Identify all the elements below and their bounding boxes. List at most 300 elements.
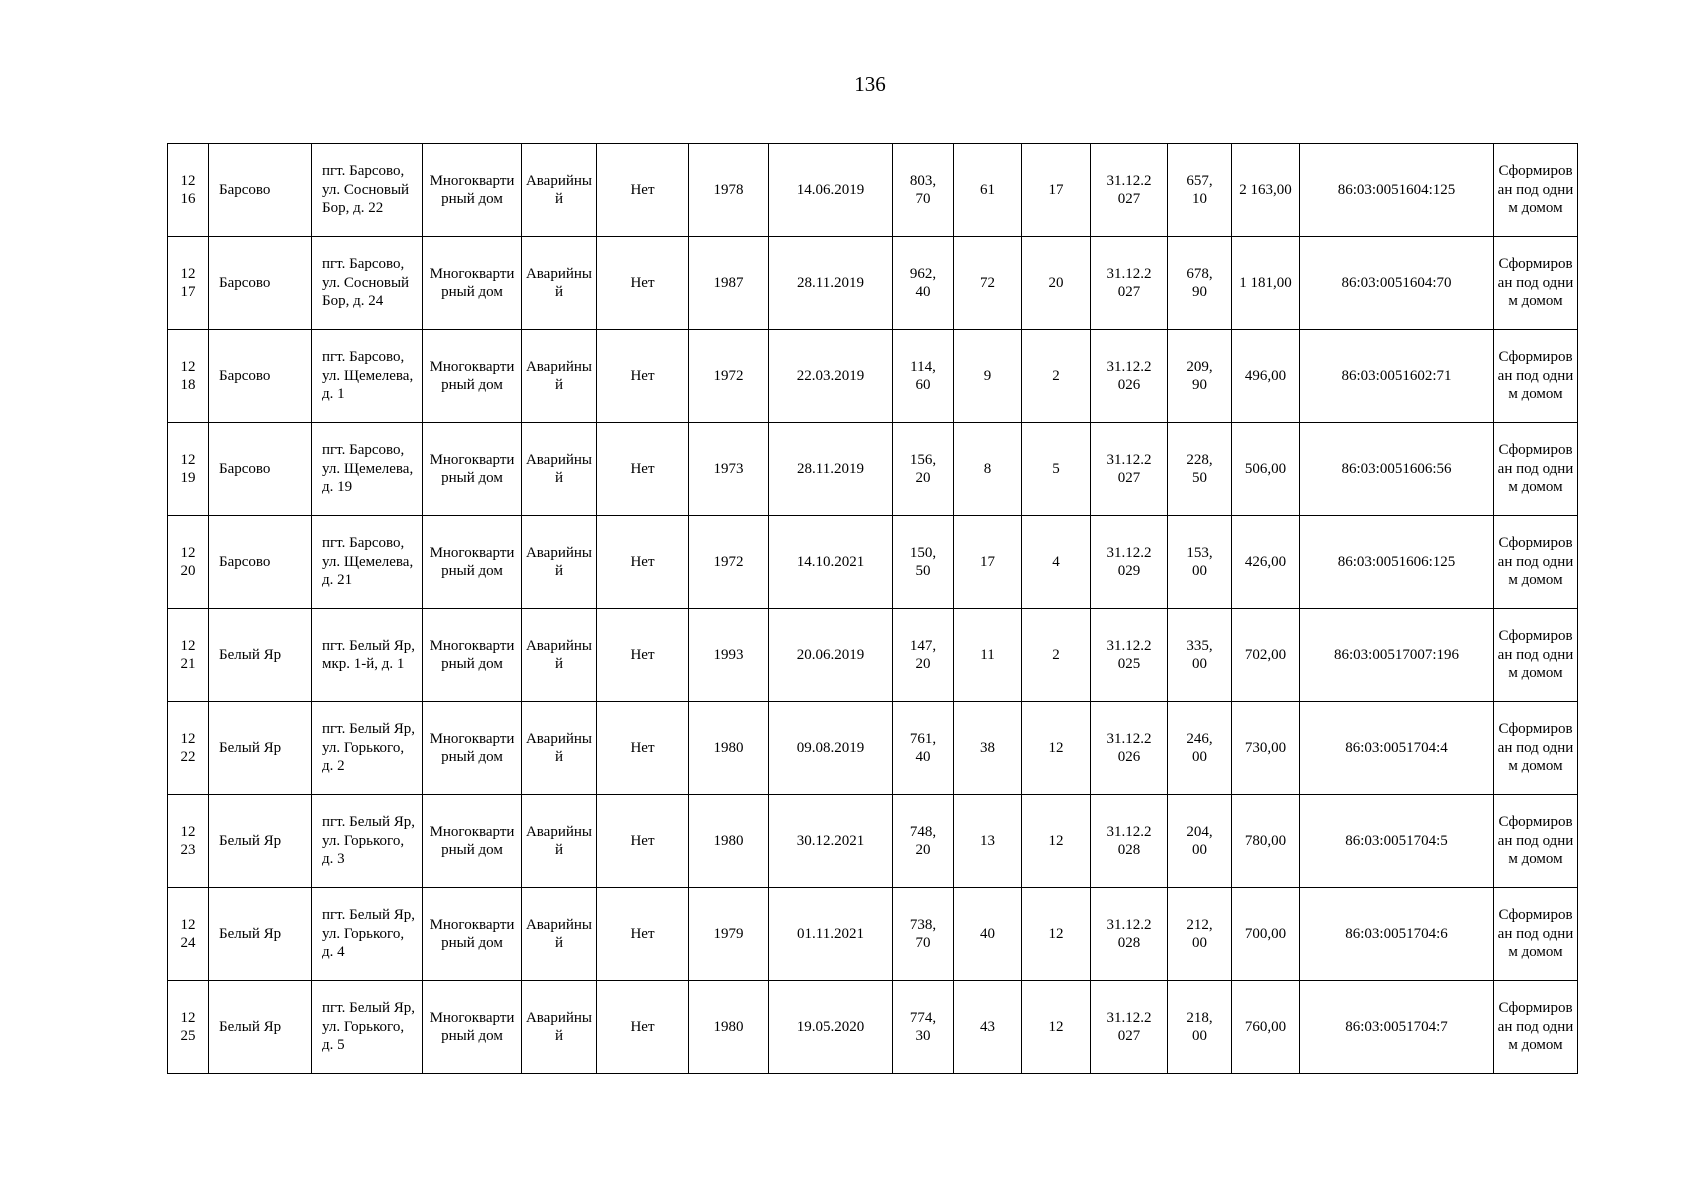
- residents-cell: [954, 981, 1022, 1074]
- year-text: 1978: [713, 181, 744, 198]
- num-text: 1223: [180, 823, 196, 858]
- flag-text: Нет: [630, 274, 655, 291]
- residents-cell: [954, 237, 1022, 330]
- year-cell: [689, 423, 769, 516]
- cadastral-number-cell: [1300, 423, 1494, 516]
- num-text: 1220: [180, 544, 196, 579]
- amount-text: 780,00: [1244, 832, 1287, 849]
- residents-cell: [954, 795, 1022, 888]
- num-text: 1221: [180, 637, 196, 672]
- area2-cell: [1168, 981, 1232, 1074]
- note-text: Сформирован под одним домом: [1497, 163, 1574, 217]
- amount-cell: [1232, 609, 1300, 702]
- rooms-cell: [1022, 702, 1091, 795]
- year-text: 1993: [713, 646, 744, 663]
- table-row: [168, 144, 1578, 237]
- year-text: 1987: [713, 274, 744, 291]
- residents-text: 43: [980, 1018, 995, 1035]
- row-number-cell: [168, 237, 209, 330]
- flag-cell: [597, 423, 689, 516]
- area2-text: 153,00: [1186, 544, 1213, 579]
- row-number-cell: [168, 609, 209, 702]
- flag-cell: [597, 144, 689, 237]
- settlement-cell: [209, 330, 312, 423]
- area2-cell: [1168, 330, 1232, 423]
- condition-cell: [522, 423, 597, 516]
- condition-cell: [522, 702, 597, 795]
- building-type-cell: [423, 888, 522, 981]
- type-text: Многоквартирный дом: [429, 1009, 515, 1044]
- area-cell: [893, 144, 954, 237]
- settlement-text: Барсово: [219, 274, 271, 291]
- note-cell: [1494, 888, 1578, 981]
- area2-cell: [1168, 516, 1232, 609]
- recognition-date-cell: [769, 981, 893, 1074]
- recognition-date-cell: [769, 237, 893, 330]
- condition-text: Аварийный: [525, 451, 593, 486]
- table-row: [168, 609, 1578, 702]
- residents-cell: [954, 330, 1022, 423]
- residents-text: 11: [980, 646, 995, 663]
- emergency-housing-table: [167, 143, 1578, 1074]
- settlement-text: Барсово: [219, 367, 271, 384]
- row-number-cell: [168, 888, 209, 981]
- cadastral-text: 86:03:0051604:125: [1337, 181, 1456, 198]
- deadline-text: 31.12.2026: [1106, 358, 1152, 393]
- condition-cell: [522, 795, 597, 888]
- deadline-cell: [1091, 702, 1168, 795]
- year-text: 1980: [713, 739, 744, 756]
- rooms-cell: [1022, 981, 1091, 1074]
- rooms-text: 12: [1048, 739, 1064, 756]
- address-text: пгт. Барсово, ул. Сосновый Бор, д. 22: [322, 163, 410, 217]
- residents-text: 72: [980, 274, 995, 291]
- deadline-cell: [1091, 516, 1168, 609]
- flag-text: Нет: [630, 367, 655, 384]
- recognition-date-cell: [769, 144, 893, 237]
- cadastral-text: 86:03:00517007:196: [1333, 646, 1459, 663]
- note-cell: [1494, 795, 1578, 888]
- address-cell: [312, 702, 423, 795]
- condition-cell: [522, 516, 597, 609]
- address-text: пгт. Барсово, ул. Щемелева, д. 19: [322, 442, 414, 496]
- residents-text: 40: [980, 925, 995, 942]
- settlement-cell: [209, 888, 312, 981]
- residents-cell: [954, 609, 1022, 702]
- deadline-text: 31.12.2028: [1106, 916, 1152, 951]
- residents-text: 61: [980, 181, 995, 198]
- settlement-text: Барсово: [219, 181, 271, 198]
- year-text: 1980: [713, 832, 744, 849]
- condition-text: Аварийный: [525, 730, 593, 765]
- settlement-cell: [209, 423, 312, 516]
- cadastral-number-cell: [1300, 237, 1494, 330]
- deadline-text: 31.12.2027: [1106, 172, 1152, 207]
- deadline-text: 31.12.2027: [1106, 265, 1152, 300]
- year-cell: [689, 609, 769, 702]
- date-text: 19.05.2020: [796, 1018, 865, 1035]
- date-text: 20.06.2019: [796, 646, 865, 663]
- deadline-text: 31.12.2028: [1106, 823, 1152, 858]
- cadastral-number-cell: [1300, 702, 1494, 795]
- amount-cell: [1232, 516, 1300, 609]
- note-text: Сформирован под одним домом: [1497, 907, 1574, 961]
- settlement-cell: [209, 516, 312, 609]
- note-cell: [1494, 237, 1578, 330]
- recognition-date-cell: [769, 330, 893, 423]
- area2-cell: [1168, 423, 1232, 516]
- deadline-text: 31.12.2027: [1106, 451, 1152, 486]
- residents-text: 17: [980, 553, 995, 570]
- note-text: Сформирован под одним домом: [1497, 349, 1574, 403]
- table-row: [168, 423, 1578, 516]
- condition-text: Аварийный: [525, 265, 593, 300]
- year-cell: [689, 795, 769, 888]
- table-row: [168, 888, 1578, 981]
- table-row: [168, 516, 1578, 609]
- flag-text: Нет: [630, 553, 655, 570]
- type-text: Многоквартирный дом: [429, 823, 515, 858]
- amount-text: 702,00: [1244, 646, 1287, 663]
- rooms-text: 2: [1052, 646, 1060, 663]
- area-cell: [893, 702, 954, 795]
- area-text: 761,40: [909, 730, 937, 765]
- recognition-date-cell: [769, 888, 893, 981]
- row-number-cell: [168, 702, 209, 795]
- condition-cell: [522, 981, 597, 1074]
- type-text: Многоквартирный дом: [429, 730, 515, 765]
- note-cell: [1494, 609, 1578, 702]
- flag-cell: [597, 981, 689, 1074]
- type-text: Многоквартирный дом: [429, 451, 515, 486]
- address-cell: [312, 423, 423, 516]
- note-text: Сформирован под одним домом: [1497, 721, 1574, 775]
- condition-text: Аварийный: [525, 916, 593, 951]
- rooms-cell: [1022, 423, 1091, 516]
- area2-cell: [1168, 795, 1232, 888]
- area-text: 962,40: [909, 265, 937, 300]
- flag-cell: [597, 609, 689, 702]
- rooms-text: 2: [1052, 367, 1060, 384]
- settlement-text: Барсово: [219, 460, 271, 477]
- area-text: 114,60: [910, 358, 936, 393]
- cadastral-text: 86:03:0051606:56: [1341, 460, 1452, 477]
- area2-text: 228,50: [1186, 451, 1213, 486]
- area-text: 803,70: [909, 172, 937, 207]
- note-cell: [1494, 981, 1578, 1074]
- address-cell: [312, 981, 423, 1074]
- address-cell: [312, 888, 423, 981]
- cadastral-number-cell: [1300, 981, 1494, 1074]
- amount-cell: [1232, 888, 1300, 981]
- rooms-text: 12: [1048, 925, 1064, 942]
- cadastral-number-cell: [1300, 144, 1494, 237]
- flag-cell: [597, 795, 689, 888]
- settlement-cell: [209, 702, 312, 795]
- flag-text: Нет: [630, 646, 655, 663]
- area2-text: 657,10: [1186, 172, 1213, 207]
- deadline-text: 31.12.2027: [1106, 1009, 1152, 1044]
- amount-cell: [1232, 144, 1300, 237]
- table-row: [168, 702, 1578, 795]
- area2-cell: [1168, 702, 1232, 795]
- rooms-cell: [1022, 516, 1091, 609]
- note-text: Сформирован под одним домом: [1497, 1000, 1574, 1054]
- row-number-cell: [168, 330, 209, 423]
- num-text: 1218: [180, 358, 196, 393]
- row-number-cell: [168, 795, 209, 888]
- table-row: [168, 981, 1578, 1074]
- building-type-cell: [423, 237, 522, 330]
- flag-text: Нет: [630, 460, 655, 477]
- note-cell: [1494, 330, 1578, 423]
- flag-cell: [597, 702, 689, 795]
- flag-cell: [597, 888, 689, 981]
- residents-text: 9: [983, 367, 992, 384]
- condition-text: Аварийный: [525, 637, 593, 672]
- num-text: 1222: [180, 730, 196, 765]
- amount-cell: [1232, 795, 1300, 888]
- deadline-cell: [1091, 237, 1168, 330]
- flag-cell: [597, 330, 689, 423]
- address-cell: [312, 330, 423, 423]
- address-cell: [312, 516, 423, 609]
- settlement-text: Белый Яр: [219, 1018, 282, 1035]
- year-cell: [689, 237, 769, 330]
- area-cell: [893, 609, 954, 702]
- area2-cell: [1168, 144, 1232, 237]
- area2-cell: [1168, 609, 1232, 702]
- area-cell: [893, 330, 954, 423]
- rooms-cell: [1022, 144, 1091, 237]
- area-cell: [893, 423, 954, 516]
- deadline-cell: [1091, 981, 1168, 1074]
- year-text: 1972: [713, 367, 744, 384]
- condition-cell: [522, 888, 597, 981]
- date-text: 14.10.2021: [796, 553, 865, 570]
- building-type-cell: [423, 702, 522, 795]
- type-text: Многоквартирный дом: [429, 637, 515, 672]
- address-cell: [312, 237, 423, 330]
- note-cell: [1494, 702, 1578, 795]
- date-text: 30.12.2021: [796, 832, 865, 849]
- address-text: пгт. Белый Яр, ул. Горького, д. 4: [322, 907, 415, 961]
- note-text: Сформирован под одним домом: [1497, 628, 1574, 682]
- year-text: 1972: [713, 553, 744, 570]
- deadline-cell: [1091, 330, 1168, 423]
- amount-text: 700,00: [1244, 925, 1287, 942]
- residents-text: 8: [983, 460, 992, 477]
- settlement-cell: [209, 609, 312, 702]
- amount-text: 1 181,00: [1239, 274, 1292, 291]
- num-text: 1217: [180, 265, 196, 300]
- area-text: 774,30: [909, 1009, 937, 1044]
- note-text: Сформирован под одним домом: [1497, 442, 1574, 496]
- note-text: Сформирован под одним домом: [1497, 256, 1574, 310]
- area-text: 738,70: [909, 916, 937, 951]
- building-type-cell: [423, 795, 522, 888]
- cadastral-number-cell: [1300, 609, 1494, 702]
- condition-text: Аварийный: [525, 1009, 593, 1044]
- condition-cell: [522, 237, 597, 330]
- year-text: 1979: [713, 925, 744, 942]
- cadastral-text: 86:03:0051704:4: [1345, 739, 1448, 756]
- row-number-cell: [168, 144, 209, 237]
- area2-text: 678,90: [1186, 265, 1213, 300]
- rooms-cell: [1022, 888, 1091, 981]
- residents-text: 38: [980, 739, 995, 756]
- condition-text: Аварийный: [525, 172, 593, 207]
- num-text: 1224: [180, 916, 196, 951]
- year-cell: [689, 702, 769, 795]
- date-text: 22.03.2019: [796, 367, 865, 384]
- note-cell: [1494, 423, 1578, 516]
- condition-text: Аварийный: [525, 823, 593, 858]
- amount-cell: [1232, 702, 1300, 795]
- recognition-date-cell: [769, 516, 893, 609]
- rooms-text: 20: [1048, 274, 1064, 291]
- date-text: 28.11.2019: [797, 460, 864, 477]
- note-text: Сформирован под одним домом: [1497, 814, 1574, 868]
- residents-cell: [954, 888, 1022, 981]
- residents-cell: [954, 144, 1022, 237]
- amount-text: 496,00: [1244, 367, 1287, 384]
- area-cell: [893, 888, 954, 981]
- year-text: 1980: [713, 1018, 744, 1035]
- flag-cell: [597, 237, 689, 330]
- deadline-cell: [1091, 423, 1168, 516]
- note-cell: [1494, 144, 1578, 237]
- deadline-cell: [1091, 795, 1168, 888]
- type-text: Многоквартирный дом: [429, 544, 515, 579]
- deadline-cell: [1091, 888, 1168, 981]
- note-cell: [1494, 516, 1578, 609]
- area-text: 156,20: [909, 451, 937, 486]
- area-text: 748,20: [909, 823, 937, 858]
- year-cell: [689, 330, 769, 423]
- area-text: 150,50: [909, 544, 937, 579]
- building-type-cell: [423, 330, 522, 423]
- condition-text: Аварийный: [525, 358, 593, 393]
- area2-cell: [1168, 888, 1232, 981]
- type-text: Многоквартирный дом: [429, 265, 515, 300]
- building-type-cell: [423, 144, 522, 237]
- condition-cell: [522, 144, 597, 237]
- residents-text: 13: [980, 832, 995, 849]
- residents-cell: [954, 516, 1022, 609]
- rooms-text: 5: [1052, 460, 1060, 477]
- num-text: 1216: [180, 172, 196, 207]
- rooms-text: 12: [1048, 1018, 1064, 1035]
- flag-cell: [597, 516, 689, 609]
- settlement-text: Барсово: [219, 553, 271, 570]
- settlement-cell: [209, 237, 312, 330]
- deadline-text: 31.12.2026: [1106, 730, 1152, 765]
- condition-cell: [522, 609, 597, 702]
- type-text: Многоквартирный дом: [429, 916, 515, 951]
- settlement-cell: [209, 795, 312, 888]
- cadastral-number-cell: [1300, 330, 1494, 423]
- settlement-cell: [209, 981, 312, 1074]
- area2-text: 204,00: [1186, 823, 1213, 858]
- address-cell: [312, 609, 423, 702]
- address-cell: [312, 795, 423, 888]
- page-number: 136: [854, 72, 886, 96]
- area-text: 147,20: [909, 637, 937, 672]
- flag-text: Нет: [630, 739, 655, 756]
- settlement-text: Белый Яр: [219, 832, 282, 849]
- cadastral-text: 86:03:0051704:6: [1345, 925, 1448, 942]
- row-number-cell: [168, 981, 209, 1074]
- building-type-cell: [423, 609, 522, 702]
- area-cell: [893, 516, 954, 609]
- area2-text: 218,00: [1186, 1009, 1213, 1044]
- cadastral-text: 86:03:0051606:125: [1337, 553, 1456, 570]
- date-text: 28.11.2019: [797, 274, 864, 291]
- condition-text: Аварийный: [525, 544, 593, 579]
- type-text: Многоквартирный дом: [429, 172, 515, 207]
- deadline-cell: [1091, 144, 1168, 237]
- address-text: пгт. Барсово, ул. Сосновый Бор, д. 24: [322, 256, 410, 310]
- amount-text: 760,00: [1244, 1018, 1287, 1035]
- year-cell: [689, 516, 769, 609]
- area2-cell: [1168, 237, 1232, 330]
- area2-text: 212,00: [1186, 916, 1213, 951]
- deadline-cell: [1091, 609, 1168, 702]
- building-type-cell: [423, 516, 522, 609]
- area2-text: 246,00: [1186, 730, 1213, 765]
- building-type-cell: [423, 423, 522, 516]
- amount-cell: [1232, 981, 1300, 1074]
- amount-text: 730,00: [1244, 739, 1287, 756]
- residents-cell: [954, 702, 1022, 795]
- recognition-date-cell: [769, 795, 893, 888]
- recognition-date-cell: [769, 423, 893, 516]
- amount-text: 506,00: [1244, 460, 1287, 477]
- table-row: [168, 330, 1578, 423]
- address-text: пгт. Белый Яр, ул. Горького, д. 5: [322, 1000, 415, 1054]
- settlement-text: Белый Яр: [219, 646, 282, 663]
- type-text: Многоквартирный дом: [429, 358, 515, 393]
- cadastral-text: 86:03:0051704:7: [1345, 1018, 1448, 1035]
- cadastral-text: 86:03:0051602:71: [1341, 367, 1452, 384]
- cadastral-number-cell: [1300, 888, 1494, 981]
- date-text: 09.08.2019: [796, 739, 865, 756]
- area-cell: [893, 237, 954, 330]
- rooms-text: 17: [1048, 181, 1064, 198]
- cadastral-number-cell: [1300, 795, 1494, 888]
- amount-cell: [1232, 423, 1300, 516]
- settlement-text: Белый Яр: [219, 925, 282, 942]
- flag-text: Нет: [630, 181, 655, 198]
- table-row: [168, 237, 1578, 330]
- note-text: Сформирован под одним домом: [1497, 535, 1574, 589]
- amount-cell: [1232, 237, 1300, 330]
- amount-text: 426,00: [1244, 553, 1287, 570]
- row-number-cell: [168, 423, 209, 516]
- area2-text: 335,00: [1186, 637, 1213, 672]
- settlement-cell: [209, 144, 312, 237]
- year-cell: [689, 144, 769, 237]
- rooms-cell: [1022, 237, 1091, 330]
- address-text: пгт. Барсово, ул. Щемелева, д. 21: [322, 535, 414, 589]
- deadline-text: 31.12.2029: [1106, 544, 1152, 579]
- table-row: [168, 795, 1578, 888]
- area-cell: [893, 981, 954, 1074]
- num-text: 1225: [180, 1009, 196, 1044]
- rooms-text: 12: [1048, 832, 1064, 849]
- address-text: пгт. Барсово, ул. Щемелева, д. 1: [322, 349, 414, 403]
